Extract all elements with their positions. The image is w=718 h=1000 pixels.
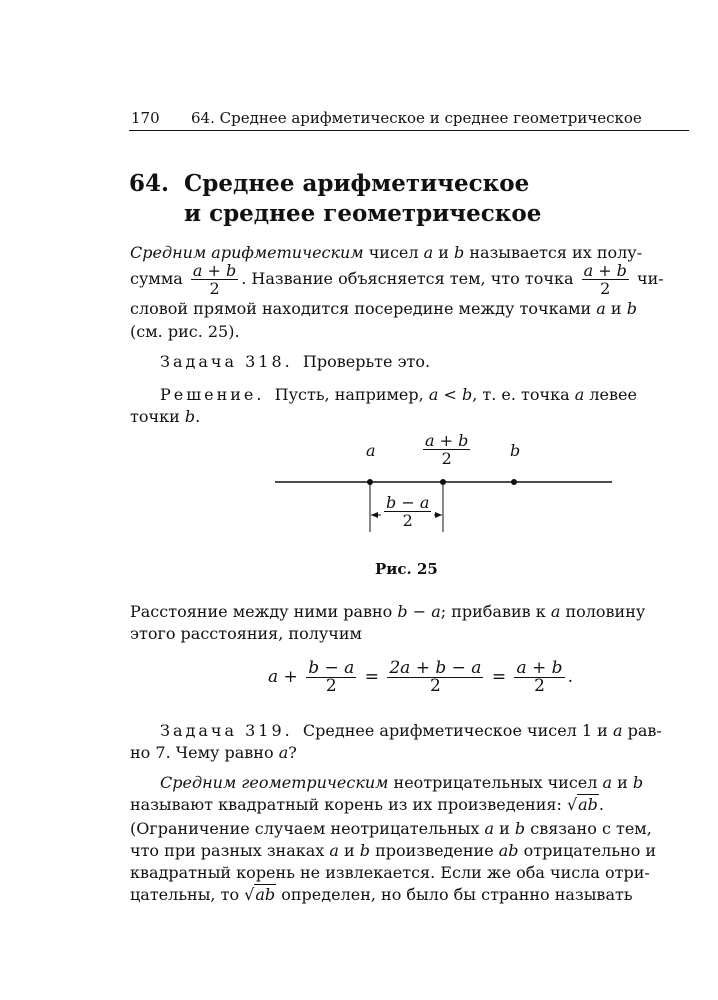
p1-line1: Средним арифметическим чисел a и b называется их полу- xyxy=(130,243,643,262)
solution-line1: Решение. Пусть, например, a < b, т. е. точка a левее xyxy=(160,385,637,404)
task-319-label: Задача 319. xyxy=(160,721,293,740)
fraction-half-sum: $\frac{a + b}{2}$ xyxy=(583,261,627,298)
p3-line2: называют квадратный корень из их произведения: √ab. xyxy=(130,795,605,814)
arrowhead-left xyxy=(371,512,378,518)
p3-line6: цательны, то √ab определен, но было бы странно называть xyxy=(130,885,633,904)
term-geometric-mean: Средним геометрическим xyxy=(160,773,389,792)
term-arithmetic-mean: Средним арифметическим xyxy=(130,243,364,262)
solution-label: Решение. xyxy=(160,385,265,404)
task-318-label: Задача 318. xyxy=(160,352,293,371)
label-midpoint: $\frac{a + b}{2}$ xyxy=(425,431,469,468)
p3-line1: Средним геометрическим неотрицательных чисел a и b xyxy=(160,773,644,792)
section-title-line1: Среднее арифметическое xyxy=(184,170,530,197)
section-number: 64. xyxy=(129,170,170,197)
p3-line5: квадратный корень не извлекается. Если же оба числа отри- xyxy=(130,863,650,882)
task-318: Задача 318. Проверьте это. xyxy=(160,352,431,371)
label-distance: $\frac{b - a}{2}$ xyxy=(381,494,434,529)
label-a: a xyxy=(366,441,376,460)
p2-line2: этого расстояния, получим xyxy=(130,624,362,643)
p2-line1: Расстояние между ними равно b − a; прибавив к a половину xyxy=(130,602,646,621)
label-b: b xyxy=(510,441,521,460)
task-319-line2: но 7. Чему равно a? xyxy=(130,743,297,762)
p1-line2: сумма $\frac{a + b}{2}$ . Название объясняется тем, что точка $\frac{a + b}{2}$ чи- xyxy=(130,261,664,298)
p3-line3: (Ограничение случаем неотрицательных a и b связано с тем, xyxy=(130,819,652,838)
figure-caption: Рис. 25 xyxy=(375,560,438,578)
task-319-line1: Задача 319. Среднее арифметическое чисел 1 и a рав- xyxy=(160,721,662,740)
arrowhead-right xyxy=(435,512,442,518)
display-equation: a + $\frac{b - a}{2}$ = $\frac{2a + b - a}{2}$ = $\frac{a + b}{2}$ . xyxy=(268,658,573,696)
section-title-line2: и среднее геометрическое xyxy=(184,200,542,227)
p3-line4: что при разных знаках a и b произведение ab отрицательно и xyxy=(130,841,657,860)
sqrt-ab: √ab xyxy=(566,795,598,814)
page-number: 170 xyxy=(131,109,160,127)
p1-line3: словой прямой находится посередине между точками a и b xyxy=(130,299,637,318)
sqrt-ab: √ab xyxy=(244,885,276,904)
p1-line4: (см. рис. 25). xyxy=(130,322,240,341)
point-b xyxy=(511,479,517,485)
fraction-half-sum: $\frac{a + b}{2}$ xyxy=(192,261,237,298)
solution-line2: точки b. xyxy=(130,407,201,426)
running-title: 64. Среднее арифметическое и среднее геометрическое xyxy=(191,109,642,127)
